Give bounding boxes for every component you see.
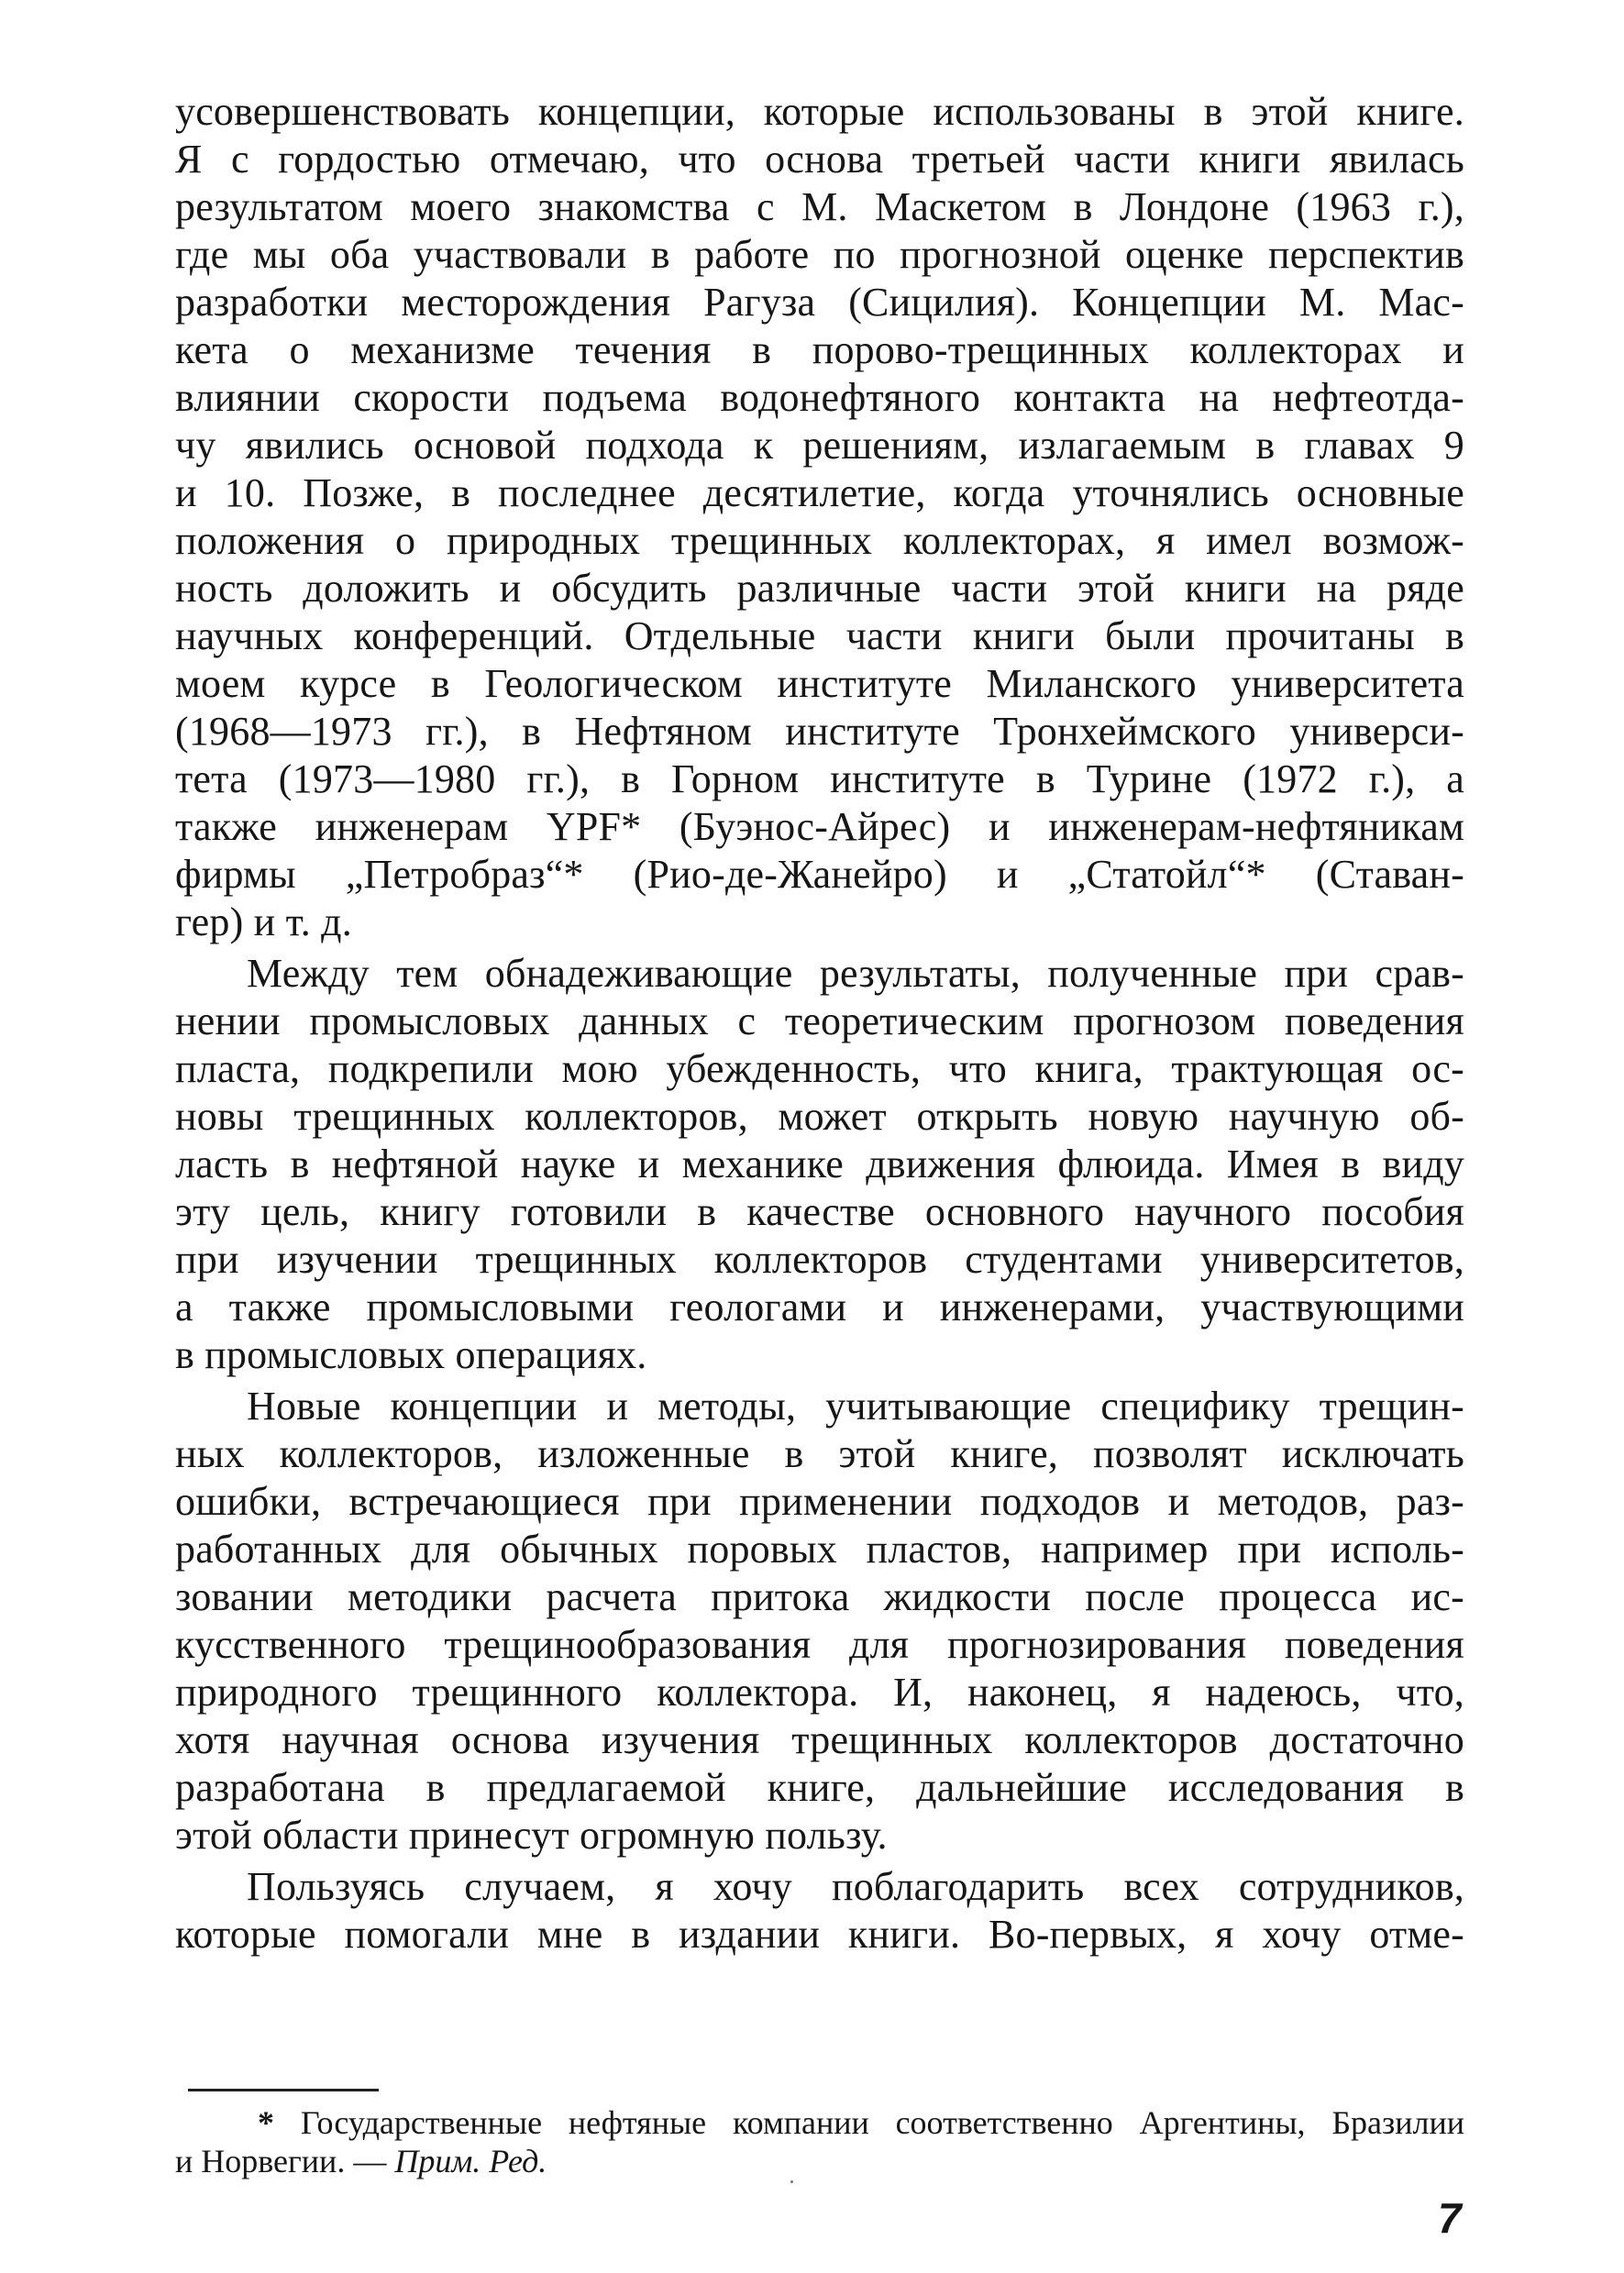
text-line: а также промысловыми геологами и инженерами, участвующими xyxy=(175,1285,1464,1330)
text-line: результатом моего знакомства с М. Маскетом в Лондоне (1963 г.), xyxy=(175,184,1464,229)
text-line: зовании методики расчета притока жидкости после процесса ис- xyxy=(175,1574,1464,1619)
text-line: пласта, подкрепили мою убежденность, что книга, трактующая ос- xyxy=(175,1046,1464,1091)
text-line: чу явились основой подхода к решениям, излагаемым в главах 9 xyxy=(175,423,1464,468)
text-line: при изучении трещинных коллекторов студентами университетов, xyxy=(175,1237,1464,1282)
text-line: этой области принесут огромную пользу. xyxy=(175,1813,888,1858)
text-line: нении промысловых данных с теоретическим прогнозом поведения xyxy=(175,999,1464,1043)
text-line: фирмы „Петробраз“* (Рио-де-Жанейро) и „Статойл“* (Ставан- xyxy=(175,852,1464,897)
text-line: и 10. Позже, в последнее десятилетие, когда уточнялись основные xyxy=(175,470,1464,515)
footnote-text: Государственные нефтяные компании соответственно Аргентины, Бразилии xyxy=(300,2104,1465,2141)
text-line: ность доложить и обсудить различные части этой книги на ряде xyxy=(175,566,1464,611)
text-line: в промысловых операциях. xyxy=(175,1332,647,1377)
text-line: которые помогали мне в издании книги. Во-первых, я хочу отме- xyxy=(175,1912,1464,1957)
text-line: разработки месторождения Рагуза (Сицилия). Концепции М. Мас- xyxy=(175,280,1464,325)
text-line: тета (1973—1980 гг.), в Горном институте в Турине (1972 г.), а xyxy=(175,756,1464,801)
page-number: 7 xyxy=(1438,2194,1462,2242)
text-line: хотя научная основа изучения трещинных коллекторов достаточно xyxy=(175,1717,1464,1762)
editor-note: Прим. Ред. xyxy=(394,2143,547,2179)
text-line: ных коллекторов, изложенные в этой книге, позволят исключать xyxy=(175,1431,1464,1476)
text-line: работанных для обычных поровых пластов, например при исполь- xyxy=(175,1527,1464,1572)
text-line: природного трещинного коллектора. И, наконец, я надеюсь, что, xyxy=(175,1670,1464,1715)
footnote-line-1 xyxy=(175,2103,1464,2142)
text-line: эту цель, книгу готовили в качестве основного научного пособия xyxy=(175,1189,1464,1234)
text-line: Новые концепции и методы, учитывающие специфику трещин- xyxy=(247,1384,1464,1429)
text-line: ласть в нефтяной науке и механике движения флюида. Имея в виду xyxy=(175,1142,1464,1186)
text-line: Между тем обнадеживающие результаты, полученные при срав- xyxy=(247,951,1464,996)
text-line: кусственного трещинообразования для прогнозирования поведения xyxy=(175,1622,1464,1667)
text-line: ошибки, встречающиеся при применении подходов и методов, раз- xyxy=(175,1479,1464,1524)
text-line: влиянии скорости подъема водонефтяного контакта на нефтеотда- xyxy=(175,375,1464,420)
footnote xyxy=(175,2103,1464,2180)
text-line: новы трещинных коллекторов, может открыть новую научную об- xyxy=(175,1094,1464,1139)
text-line: (1968—1973 гг.), в Нефтяном институте Тронхеймского универси- xyxy=(175,709,1464,754)
text-line: кета о механизме течения в порово-трещинных коллекторах и xyxy=(175,327,1464,372)
print-speck xyxy=(790,2180,793,2183)
text-line: положения о природных трещинных коллекторах, я имел возмож- xyxy=(175,518,1464,563)
text-line: моем курсе в Геологическом институте Миланского университета xyxy=(175,661,1464,706)
footnote-divider xyxy=(188,2089,379,2091)
footnote-marker: * xyxy=(258,2104,274,2141)
text-line: разработана в предлагаемой книге, дальнейшие исследования в xyxy=(175,1765,1464,1810)
text-line: Я с гордостью отмечаю, что основа третьей части книги явилась xyxy=(175,137,1464,182)
text-line: гер) и т. д. xyxy=(175,899,352,944)
text-line: где мы оба участвовали в работе по прогнозной оценке перспектив xyxy=(175,232,1464,277)
footnote-text-end: и Норвегии. — xyxy=(175,2143,387,2179)
footnote-line-2 xyxy=(175,2142,1464,2180)
text-line: усовершенствовать концепции, которые использованы в этой книге. xyxy=(175,89,1464,134)
text-line: научных конференций. Отдельные части книги были прочитаны в xyxy=(175,613,1464,658)
text-line: также инженерам YPF* (Буэнос-Айрес) и инженерам-нефтяникам xyxy=(175,804,1464,849)
text-line: Пользуясь случаем, я хочу поблагодарить всех сотрудников, xyxy=(247,1864,1464,1909)
